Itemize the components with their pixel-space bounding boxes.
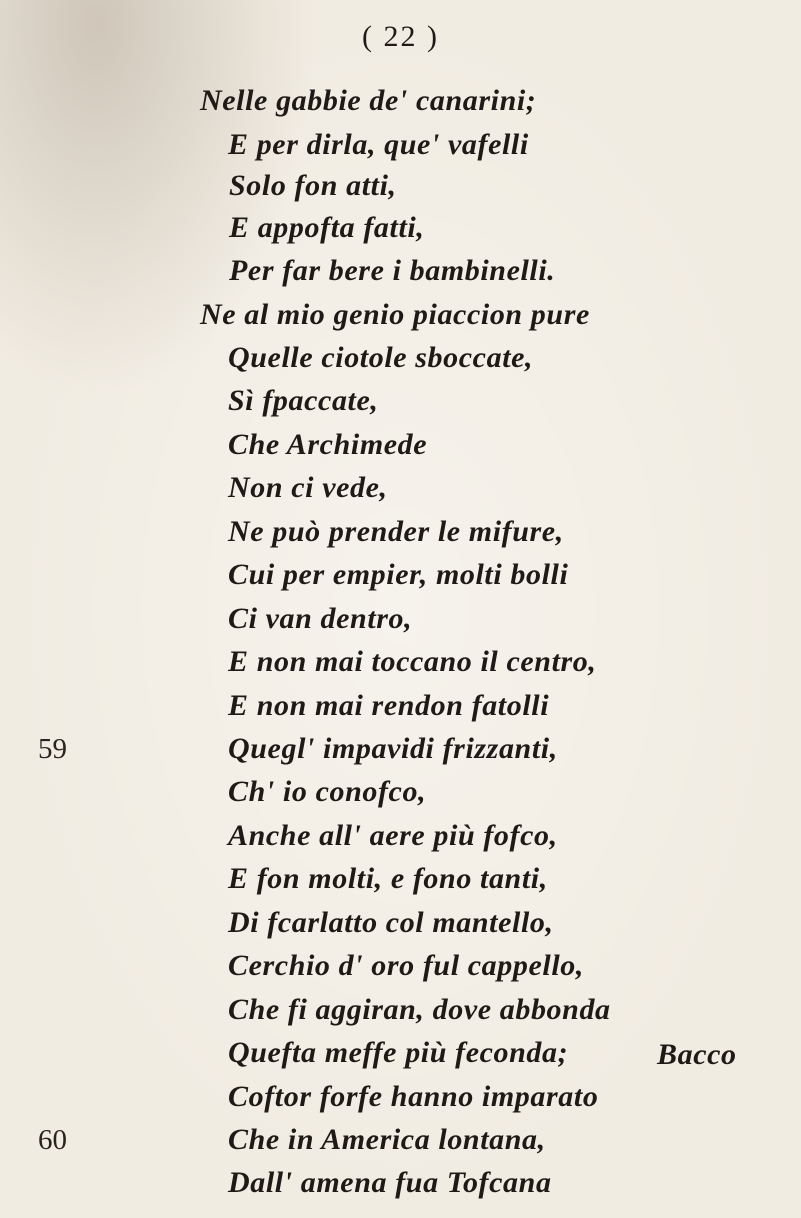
poem-line: Dall' amena fua Tofcana	[228, 1166, 552, 1199]
poem-line: E per dirla, que' vafelli	[228, 128, 529, 161]
poem-line: Quelle ciotole sboccate,	[228, 341, 534, 374]
poem-line: Ch' io conofco,	[228, 775, 427, 808]
poem-line: Nelle gabbie de' canarini;	[200, 84, 537, 117]
poem-line: E non mai rendon fatolli	[228, 689, 550, 722]
poem-line: Che in America lontana,	[228, 1123, 546, 1156]
poem-line: Di fcarlatto col mantello,	[228, 906, 554, 939]
poem-line: Anche all' aere più fofco,	[228, 819, 558, 852]
poem-line: Non ci vede,	[228, 471, 388, 504]
margin-line-number: 60	[38, 1124, 67, 1156]
poem-line: Ne può prender le mifure,	[228, 515, 564, 548]
poem-line: Ne al mio genio piaccion pure	[200, 298, 590, 331]
margin-line-number: 59	[38, 733, 67, 765]
poem-line: Coftor forfe hanno imparato	[228, 1080, 599, 1113]
poem-line: Solo fon atti,	[229, 169, 397, 202]
catchword: Bacco	[657, 1038, 737, 1071]
poem-line: E non mai toccano il centro,	[228, 645, 597, 678]
poem-line: Cui per empier, molti bolli	[228, 558, 569, 591]
poem-line: Che Archimede	[228, 428, 428, 461]
poem-line: E appofta fatti,	[229, 211, 425, 244]
poem-line: Che fi aggiran, dove abbonda	[228, 993, 611, 1026]
poem-line: Sì fpaccate,	[228, 384, 379, 417]
page-number: ( 22 )	[362, 20, 439, 53]
poem-line: Ci van dentro,	[228, 602, 413, 635]
poem-line: Quefta meffe più feconda;	[228, 1036, 569, 1069]
poem-line: Cerchio d' oro ful cappello,	[228, 949, 584, 982]
poem-line: Quegl' impavidi frizzanti,	[228, 732, 558, 765]
poem-line: Per far bere i bambinelli.	[229, 254, 556, 287]
poem-line: E fon molti, e fono tanti,	[228, 862, 548, 895]
